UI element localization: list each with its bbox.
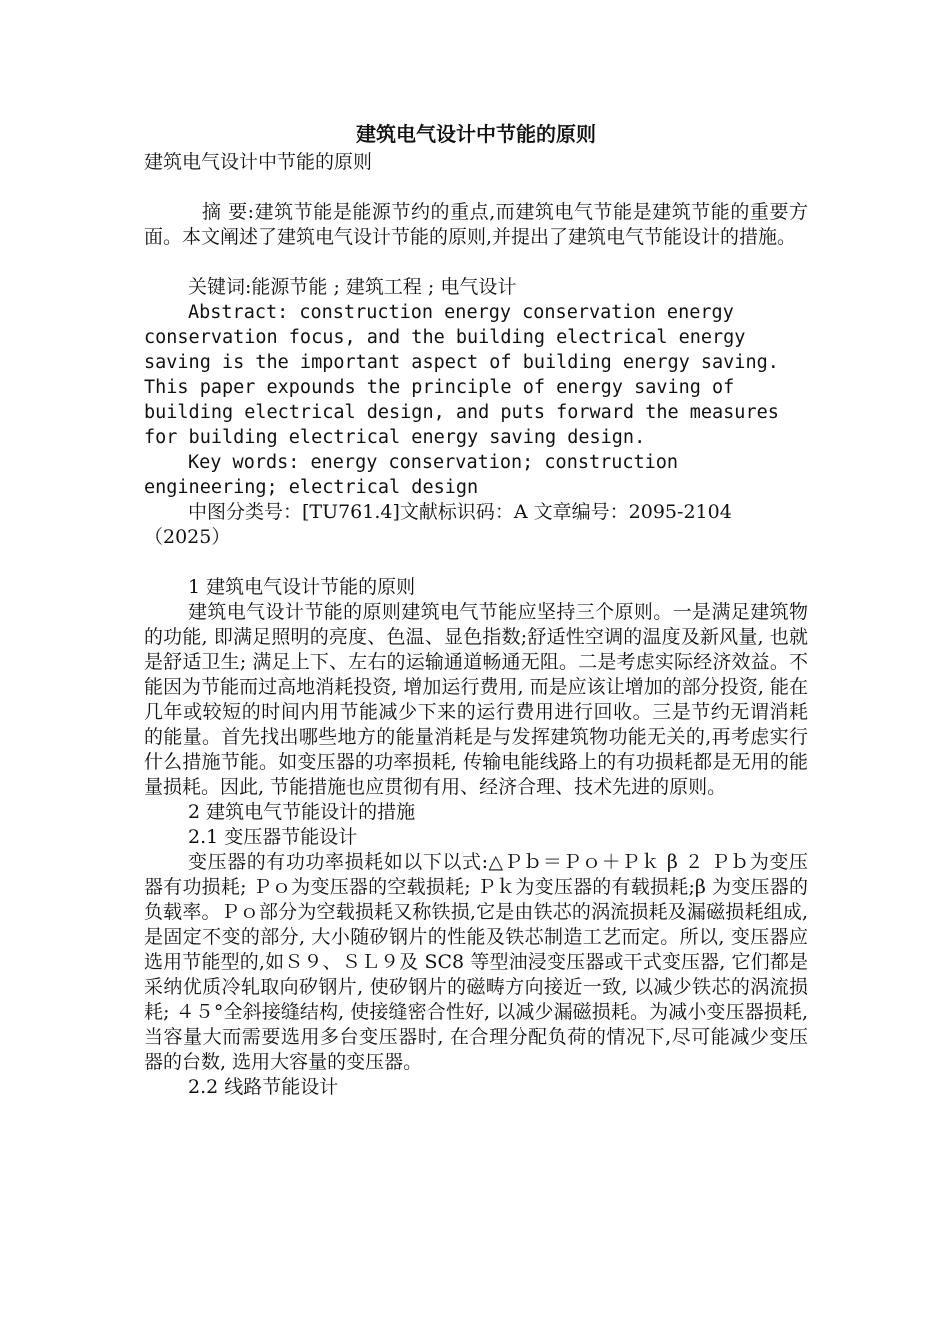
document-subtitle: 建筑电气设计中节能的原则 <box>144 151 373 173</box>
document-page <box>144 118 808 1100</box>
section1-body: 建筑电气设计节能的原则建筑电气节能应坚持三个原则。一是满足建筑物的功能, 即满足照明的亮度、色温、显色指数;舒适性空调的温度及新风量, 也就是舒适卫生; 满足上下、左右的运输通道畅通无阻。二是考虑实际经济效益。不能因为节能而过高地消耗投资, 增加运行费用, 而是应该让增加的部分投资, 能在几年或较短的时间内用节能减少下来的运行费用进行回收。三是节约无谓消耗的能量。首先找出哪些地方的能量消耗是与发挥建筑物功能无关的,再考虑实行什么措施节能。如变压器的功率损耗, 传输电能线路上的有功损耗都是无用的能量损耗。因此, 节能措施也应贯彻有用、经济合理、技术先进的原则。 <box>144 601 808 798</box>
abstract-cn: 摘 要:建筑节能是能源节约的重点,而建筑电气节能是建筑节能的重要方面。本文阐述了建筑电气设计节能的原则,并提出了建筑电气节能设计的措施。 <box>144 201 808 248</box>
section21-heading: 2.1 变压器节能设计 <box>188 826 358 848</box>
classification-line: 中图分类号：[TU761.4]文献标识码：A 文章编号：2095-2104（2025） <box>144 501 732 548</box>
section21-body: 变压器的有功功率损耗如以下以式:△Ｐｂ＝Ｐｏ＋Ｐｋ β ２ Ｐｂ为变压器有功损耗; Ｐｏ为变压器的空载损耗; Ｐｋ为变压器的有载损耗;β 为变压器的负载率。Ｐｏ部分为空载损耗又称铁损,它是由铁芯的涡流损耗及漏磁损耗组成, 是固定不变的部分, 大小随矽钢片的性能及铁芯制造工艺而定。所以, 变压器应选用节能型的,如Ｓ９、ＳＬ９及 SC8 等型油浸变压器或干式变压器, 它们都是采纳优质冷轧取向矽钢片, 使矽钢片的磁畴方向接近一致, 以减少铁芯的涡流损耗; ４５°全斜接缝结构, 使接缝密合性好, 以减少漏磁损耗。为减小变压器损耗, 当容量大而需要选用多台变压器时, 在合理分配负荷的情况下,尽可能减少变压器的台数, 选用大容量的变压器。 <box>144 851 808 1073</box>
keywords-cn: 关键词:能源节能 ; 建筑工程 ; 电气设计 <box>188 276 517 298</box>
document-title: 建筑电气设计中节能的原则 <box>356 122 596 146</box>
keywords-en: Key words: energy conservation; construction engineering; electrical design <box>144 452 679 498</box>
abstract-en: Abstract: construction energy conservation energy conservation focus, and the building electrical energy saving is the important aspect of building energy saving. This paper expounds the principle of energy saving of building electrical design, and puts forward the measures for building electrical energy saving design. <box>144 302 779 448</box>
section1-heading: 1 建筑电气设计节能的原则 <box>188 576 416 598</box>
section22-heading: 2.2 线路节能设计 <box>188 1076 339 1098</box>
section2-heading: 2 建筑电气节能设计的措施 <box>188 801 416 823</box>
